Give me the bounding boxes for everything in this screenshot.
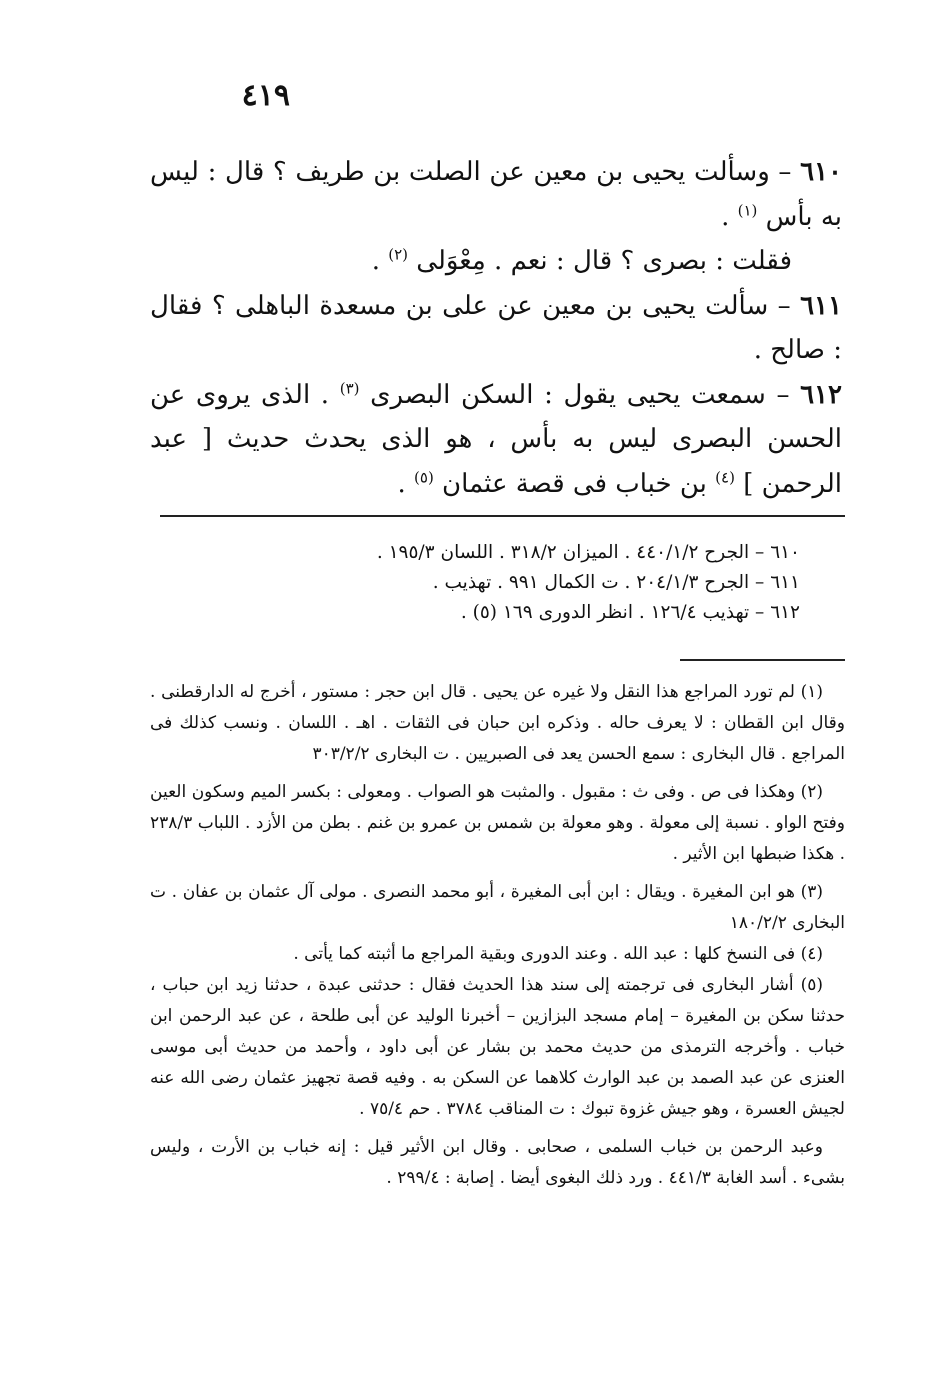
- footnote-2: (٢) وهكذا فى ص . وفى ث : مقبول . والمثبت هو الصواب . ومعولى : بكسر الميم وسكون العين وفتح الواو . نسبة إلى معولة . وهو معولة بن شمس بن عمرو بن غنم . بطن من الأزد . اللباب ٢٣٨/٣ . هكذا ضبطها ابن الأثير .: [150, 782, 845, 864]
- entry-text: – سألت يحيى بن معين عن على بن مسعدة الباهلى ؟ فقال : صالح .: [150, 290, 842, 365]
- entry-text: .: [371, 246, 389, 276]
- entry-611: [150, 284, 842, 373]
- entry-610-continuation: [150, 239, 842, 284]
- footnote-ref: (١): [737, 200, 758, 219]
- entry-number: ٦١٠: [800, 157, 842, 187]
- footnote-4: (٤) فى النسخ كلها : عبد الله . وعند الدورى وبقية المراجع ما أثبته كما يأتى .: [293, 944, 823, 964]
- entry-number: ٦١٢: [800, 379, 842, 410]
- entry-text: .: [721, 201, 738, 232]
- footnote-5: (٥) أشار البخارى فى ترجمته إلى سند هذا الحديث فقال : حدثنى عبدة ، حدثنا زيد ابن حباب ، حدثنا سكن بن المغيرة – إمام مسجد البزازين – أخبرنا الوليد عن أبى طلحة ، عن عبد الرحمن ابن خباب . وأخرجه الترمذى من حديث محمد بن بشار عن أبى داود ، وأحمد من حديث أبى موسى العنزى عن عبد الصمد بن عبد الوارث كلاهما عن السكن به . وفيه قصة تجهيز عثمان رضى الله عنه لجيش العسرة ، وهو جيش غزوة تبوك : ت المناقب ٣٧٨٤ . حم ٧٥/٤ .: [150, 975, 845, 1119]
- entry-text: . الذى يروى عن الحسن البصرى ليس به بأس ، هو الذى يحدث حديث [ عبد الرحمن ]: [150, 379, 842, 499]
- page-number: ٤١٩: [241, 78, 290, 113]
- entry-text: – سمعت يحيى يقول : السكن البصرى: [359, 379, 801, 410]
- reference-line: ٦١٠ – الجرح ٤٤٠/١/٢ . الميزان ٣١٨/٢ . اللسان ١٩٥/٣ .: [376, 542, 800, 563]
- entry-text: فقلت : بصرى ؟ قال : نعم . مِعْوَلى: [408, 246, 792, 276]
- footnote-ref: (٥): [414, 467, 434, 486]
- footnote-5-continuation: وعبد الرحمن بن خباب السلمى ، صحابى . وقال ابن الأثير قيل : إنه خباب بن الأرت ، وليس بشىء . أسد الغابة ٤٤١/٣ . ورد ذلك البغوى أيضا . إصابة : ٢٩٩/٤ .: [150, 1137, 845, 1188]
- footnote-divider: [680, 659, 845, 661]
- footnote-3: (٣) هو ابن المغيرة . ويقال : ابن أبى المغيرة ، أبو محمد النصرى . مولى آل عثمان بن عفان . ت البخارى ١٨٠/٢/٢: [150, 882, 845, 933]
- footnote-ref: (٣): [339, 378, 360, 397]
- reference-line: ٦١١ – الجرح ٢٠٤/١/٣ . ت الكمال ٩٩١ . تهذيب .: [432, 572, 800, 593]
- entry-text: .: [397, 468, 415, 499]
- entry-text: بن خباب فى قصة عثمان: [433, 468, 716, 499]
- footnote-ref: (٤): [715, 467, 735, 486]
- footnote-ref: (٢): [388, 245, 409, 264]
- entry-number: ٦١١: [800, 290, 842, 321]
- main-divider: [160, 515, 845, 517]
- main-text: [150, 150, 842, 506]
- footnotes-block: [150, 677, 845, 1194]
- references-block: [180, 538, 800, 628]
- footnote-1: (١) لم تورد المراجع هذا النقل ولا غيره عن يحيى . قال ابن حجر : مستور ، أخرج له الدارقطنى . وقال ابن القطان : لا يعرف حاله . وذكره ابن حبان فى الثقات . اهـ . اللسان . ونسب كذلك فى المراجع . قال البخارى : سمع الحسن يعد فى الصبريين . ت البخارى ٣٠٣/٢/٢: [150, 682, 845, 764]
- entry-612: [150, 373, 842, 507]
- reference-line: ٦١٢ – تهذيب ١٢٦/٤ . انظر الدورى ١٦٩ (٥) .: [460, 602, 800, 623]
- entry-text: – وسألت يحيى بن معين عن الصلت بن طريف ؟ قال : ليس به بأس: [150, 157, 842, 232]
- entry-610: [150, 150, 842, 239]
